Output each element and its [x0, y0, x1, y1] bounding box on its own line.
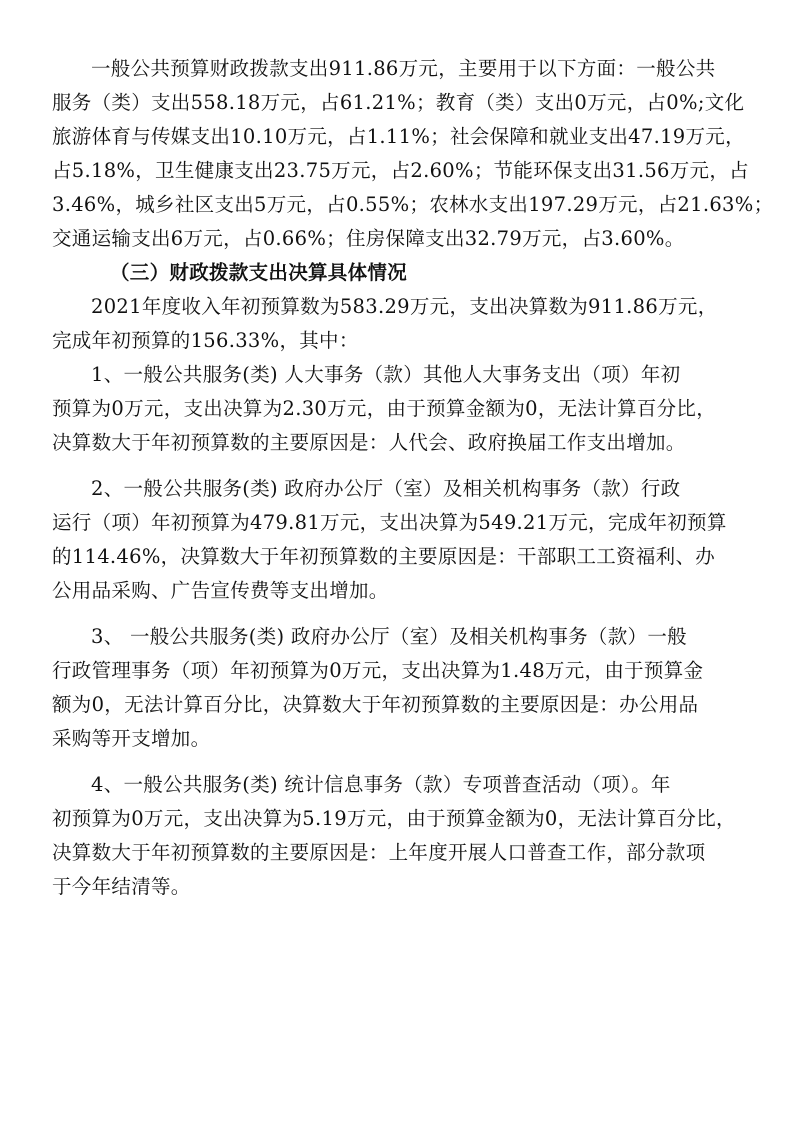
text-line: 的114.46%，决算数大于年初预算数的主要原因是：干部职工工资福利、办: [52, 545, 716, 568]
text-line: 3、 一般公共服务(类) 政府办公厅（室）及相关机构事务（款）一般: [91, 625, 687, 648]
text-line: 交通运输支出6万元，占0.66%；住房保障支出32.79万元，占3.60%。: [52, 227, 685, 250]
text-line: 运行（项）年初预算为479.81万元，支出决算为549.21万元，完成年初预算: [52, 511, 727, 534]
list-item-4: [52, 768, 752, 904]
text-line: 占5.18%，卫生健康支出23.75万元，占2.60%；节能环保支出31.56万元，占: [52, 159, 749, 182]
text-line: 公用品采购、广告宣传费等支出增加。: [52, 579, 389, 602]
list-item-3: [52, 620, 752, 756]
text-line: 2021年度收入年初预算数为583.29万元，支出决算数为911.86万元，: [91, 295, 718, 318]
text-line: 3.46%，城乡社区支出5万元，占0.55%；农林水支出197.29万元，占21.63%；: [52, 193, 774, 216]
text-line: 决算数大于年初预算数的主要原因是：人代会、政府换届工作支出增加。: [52, 431, 686, 454]
list-item-1: [52, 358, 752, 460]
document-body: [52, 52, 774, 904]
text-line: 完成年初预算的156.33%，其中：: [52, 329, 359, 352]
text-line: 2、一般公共服务(类) 政府办公厅（室）及相关机构事务（款）行政: [91, 477, 681, 500]
section-heading: （三）财政拨款支出决算具体情况: [110, 261, 408, 284]
text-line: 行政管理事务（项）年初预算为0万元，支出决算为1.48万元，由于预算金: [52, 659, 704, 682]
text-line: 采购等开支增加。: [52, 727, 211, 750]
text-line: 初预算为0万元，支出决算为5.19万元，由于预算金额为0，无法计算百分比，: [52, 807, 736, 830]
list-item-2: [52, 472, 752, 608]
paragraph-expenditure-summary: [52, 52, 774, 256]
text-line: 1、一般公共服务(类) 人大事务（款）其他人大事务支出（项）年初: [91, 363, 681, 386]
text-line: 服务（类）支出558.18万元，占61.21%；教育（类）支出0万元，占0%;文化: [52, 91, 745, 114]
paragraph-budget-completion: [52, 290, 752, 358]
text-line: 旅游体育与传媒支出10.10万元，占1.11%；社会保障和就业支出47.19万元，: [52, 125, 745, 148]
text-line: 预算为0万元，支出决算为2.30万元，由于预算金额为0，无法计算百分比，: [52, 397, 717, 420]
text-line: 4、一般公共服务(类) 统计信息事务（款）专项普查活动（项）。年: [91, 773, 671, 796]
text-line: 决算数大于年初预算数的主要原因是：上年度开展人口普查工作，部分款项: [52, 841, 706, 864]
text-line: 一般公共预算财政拨款支出911.86万元，主要用于以下方面：一般公共: [91, 57, 716, 80]
text-line: 于今年结清等。: [52, 875, 191, 898]
text-line: 额为0，无法计算百分比，决算数大于年初预算数的主要原因是：办公用品: [52, 693, 699, 716]
